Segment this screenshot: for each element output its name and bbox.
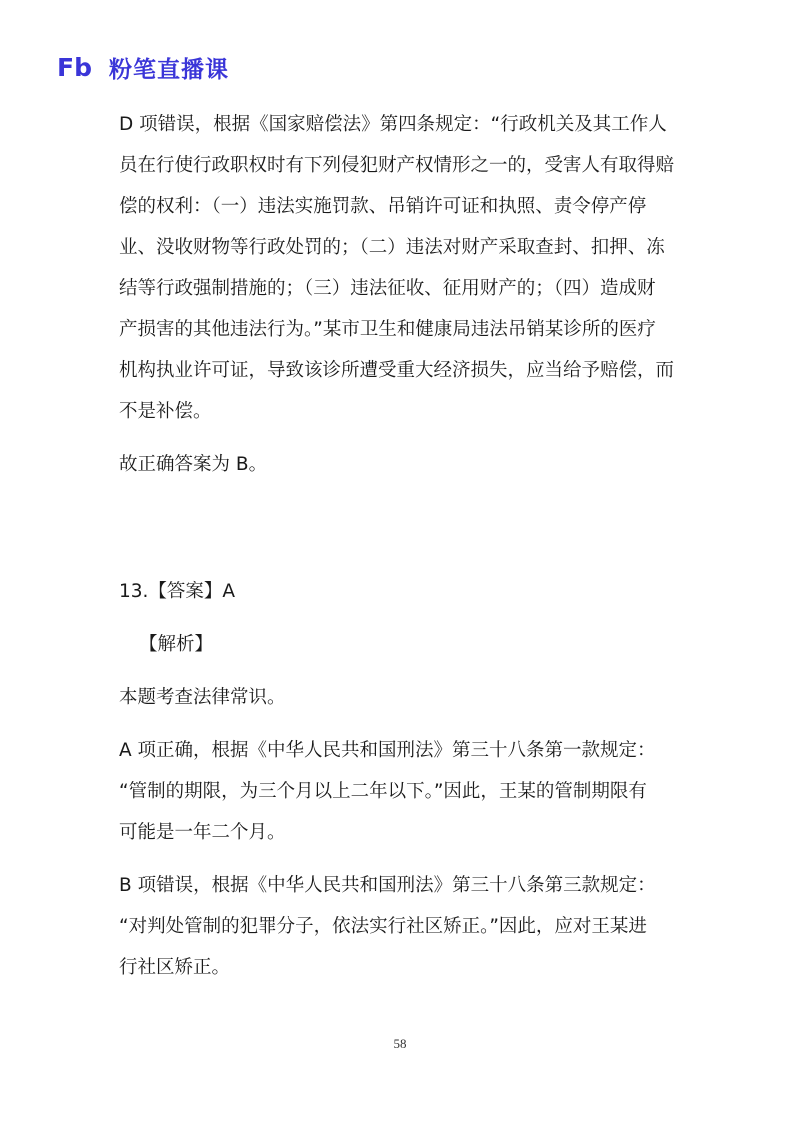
- text-line: 行社区矫正。: [119, 957, 231, 978]
- page-number: 58: [393, 1036, 407, 1051]
- topic-text: 本题考查法律常识。: [119, 687, 286, 708]
- fb-logo-icon: [57, 53, 103, 81]
- text-line: B 项错误，根据《中华人民共和国刑法》第三十八条第三款规定：: [119, 875, 656, 896]
- text-line: A 项正确，根据《中华人民共和国刑法》第三十八条第一款规定：: [119, 740, 656, 761]
- text-line: 产损害的其他违法行为。”某市卫生和健康局违法吊销某诊所的医疗: [119, 319, 656, 340]
- text-line: 结等行政强制措施的；（三）违法征收、征用财产的；（四）造成财: [119, 278, 656, 299]
- text-line: 不是补偿。: [119, 401, 212, 422]
- text-line: 机构执业许可证，导致该诊所遭受重大经济损失，应当给予赔偿，而: [119, 360, 675, 381]
- d-option-explanation: [119, 104, 679, 432]
- svg-text:Fb: Fb: [57, 53, 92, 81]
- text-line: “对判处管制的犯罪分子，依法实行社区矫正。”因此，应对王某进: [119, 916, 647, 937]
- text-line: 可能是一年二个月。: [119, 822, 286, 843]
- text-line: 员在行使行政职权时有下列侵犯财产权情形之一的，受害人有取得赔: [119, 155, 675, 176]
- analysis-heading: 【解析】: [139, 634, 214, 655]
- text-line: D 项错误，根据《国家赔偿法》第四条规定：“行政机关及其工作人: [119, 114, 667, 135]
- a-option-explanation: [119, 730, 679, 853]
- brand-title: 粉笔直播课: [109, 56, 229, 83]
- text-line: 偿的权利：（一）违法实施罚款、吊销许可证和执照、责令停产停: [119, 196, 647, 217]
- text-line: “管制的期限，为三个月以上二年以下。”因此，王某的管制期限有: [119, 781, 647, 802]
- conclusion-text: 故正确答案为 B。: [119, 454, 268, 475]
- question-answer-heading: 13.【答案】A: [119, 581, 236, 602]
- text-line: 业、没收财物等行政处罚的；（二）违法对财产采取查封、扣押、冻: [119, 237, 665, 258]
- header: [57, 50, 229, 84]
- b-option-explanation: [119, 865, 679, 988]
- document-body: [119, 104, 679, 988]
